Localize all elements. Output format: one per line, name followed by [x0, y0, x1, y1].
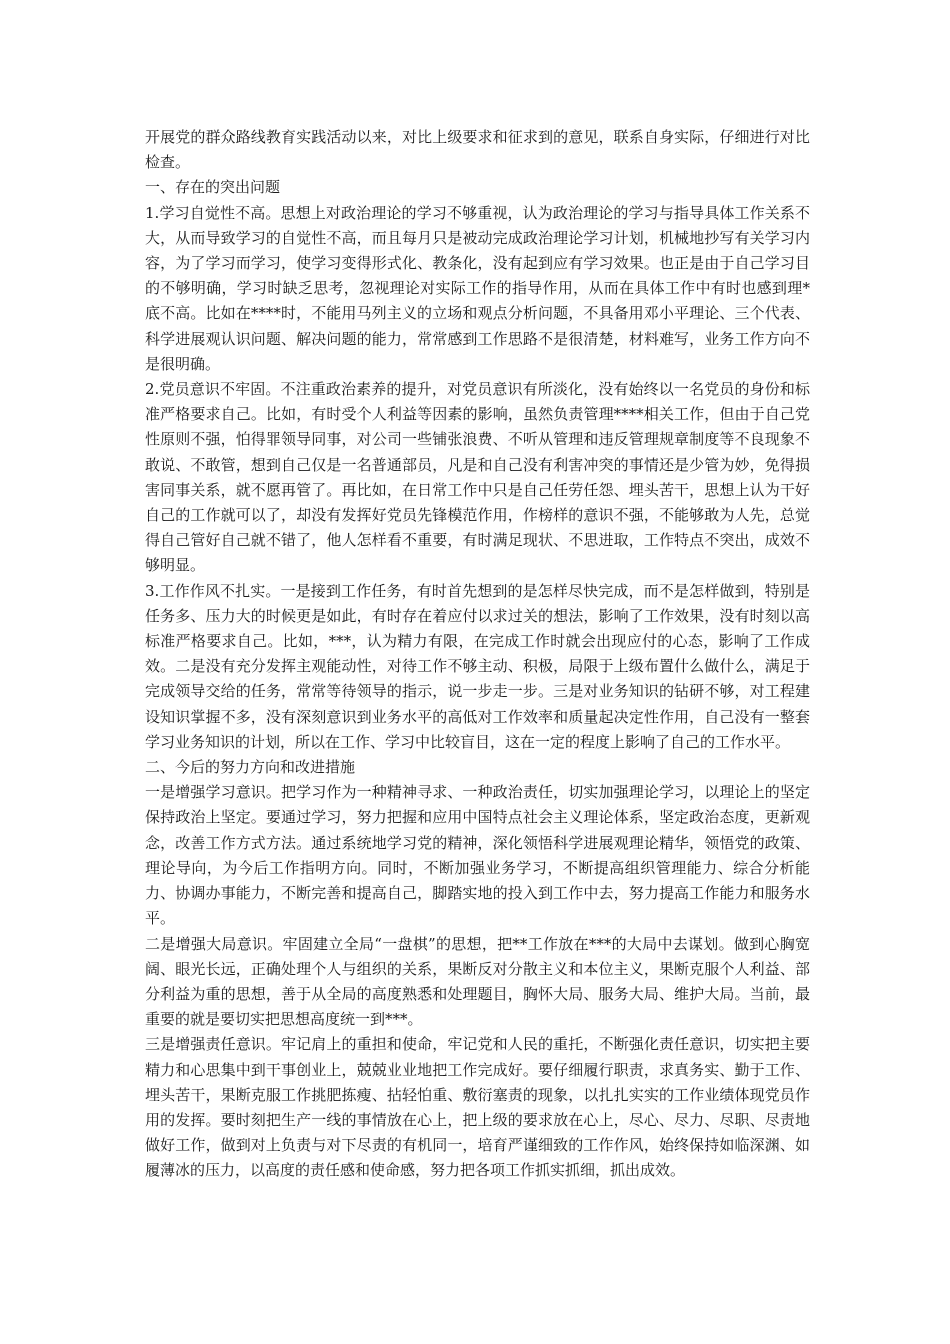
section-heading-measures: 二、今后的努力方向和改进措施 [145, 758, 356, 777]
measure-paragraph-3: 三是增强责任意识。牢记肩上的重担和使命，牢记党和人民的重托，不断强化责任意识，切实把主要精力和心思集中到干事创业上，兢兢业业地把工作完成好。要仔细履行职责，求真务实、勤于工作、埋头苦干，果断克服工作挑肥拣瘦、拈轻怕重、敷衍塞责的现象，以扎扎实实的工作业绩体现党员作用的发挥。要时刻把生产一线的事情放在心上，把上级的要求放在心上，尽心、尽力、尽职、尽责地做好工作，做到对上负责与对下尽责的有机同一，培育严谨细致的工作作风，始终保持如临深渊、如履薄冰的压力，以高度的责任感和使命感，努力把各项工作抓实抓细，抓出成效。 [145, 1035, 810, 1180]
measure-paragraph-2: 二是增强大局意识。牢固建立全局“一盘棋”的思想，把**工作放在***的大局中去谋划。做到心胸宽阔、眼光长远，正确处理个人与组织的关系，果断反对分散主义和本位主义，果断克服个人利益、部分利益为重的思想，善于从全局的高度熟悉和处理题目，胸怀大局、服务大局、维护大局。当前，最重要的就是要切实把思想高度统一到***。 [145, 934, 810, 1029]
measure-paragraph-1: 一是增强学习意识。把学习作为一种精神寻求、一种政治责任，切实加强理论学习，以理论上的坚定保持政治上坚定。要通过学习，努力把握和应用中国特点社会主义理论体系，坚定政治态度，更新观念，改善工作方式方法。通过系统地学习党的精神，深化领悟科学进展观理论精华，领悟党的政策、理论导向，为今后工作指明方向。同时，不断加强业务学习，不断提高组织管理能力、综合分析能力、协调办事能力，不断完善和提高自己，脚踏实地的投入到工作中去，努力提高工作能力和服务水平。 [145, 783, 810, 928]
intro-paragraph: 开展党的群众路线教育实践活动以来，对比上级要求和征求到的意见，联系自身实际，仔细进行对比检查。 [145, 128, 810, 172]
problem-paragraph-2: 2.党员意识不牢固。不注重政治素养的提升，对党员意识有所淡化，没有始终以一名党员的身份和标准严格要求自己。比如，有时受个人利益等因素的影响，虽然负责管理****相关工作，但由于自己党性原则不强，怕得罪领导同事，对公司一些铺张浪费、不听从管理和违反管理规章制度等不良现象不敢说、不敢管，想到自己仅是一名普通部员，凡是和自己没有利害冲突的事情还是少管为妙，免得损害同事关系，就不愿再管了。再比如，在日常工作中只是自己任劳任怨、埋头苦干，思想上认为干好自己的工作就可以了，却没有发挥好党员先锋模范作用，作榜样的意识不强，不能够敢为人先，总觉得自己管好自己就不错了，他人怎样看不重要，有时满足现状、不思进取，工作特点不突出，成效不够明显。 [145, 380, 810, 575]
problem-paragraph-1: 1.学习自觉性不高。思想上对政治理论的学习不够重视，认为政治理论的学习与指导具体工作关系不大，从而导致学习的自觉性不高，而且每月只是被动完成政治理论学习计划，机械地抄写有关学习内容，为了学习而学习，使学习变得形式化、教条化，没有起到应有学习效果。也正是由于自己学习目的不够明确，学习时缺乏思考，忽视理论对实际工作的指导作用，从而在具体工作中有时也感到理*底不高。比如在****时，不能用马列主义的立场和观点分析问题，不具备用邓小平理论、三个代表、科学进展观认识问题、解决问题的能力，常常感到工作思路不是很清楚，材料难写，业务工作方向不是很明确。 [145, 203, 810, 373]
document-body [145, 125, 810, 1184]
section-heading-problems: 一、存在的突出问题 [145, 178, 281, 197]
problem-paragraph-3: 3.工作作风不扎实。一是接到工作任务，有时首先想到的是怎样尽快完成，而不是怎样做到，特别是任务多、压力大的时候更是如此，有时存在着应付以求过关的想法，影响了工作效果，没有时刻以高标准严格要求自己。比如，***，认为精力有限，在完成工作时就会出现应付的心态，影响了工作成效。二是没有充分发挥主观能动性，对待工作不够主动、积极，局限于上级布置什么做什么，满足于完成领导交给的任务，常常等待领导的指示，说一步走一步。三是对业务知识的钻研不够，对工程建设知识掌握不多，没有深刻意识到业务水平的高低对工作效率和质量起决定性作用，自己没有一整套学习业务知识的计划，所以在工作、学习中比较盲目，这在一定的程度上影响了自己的工作水平。 [145, 581, 810, 751]
